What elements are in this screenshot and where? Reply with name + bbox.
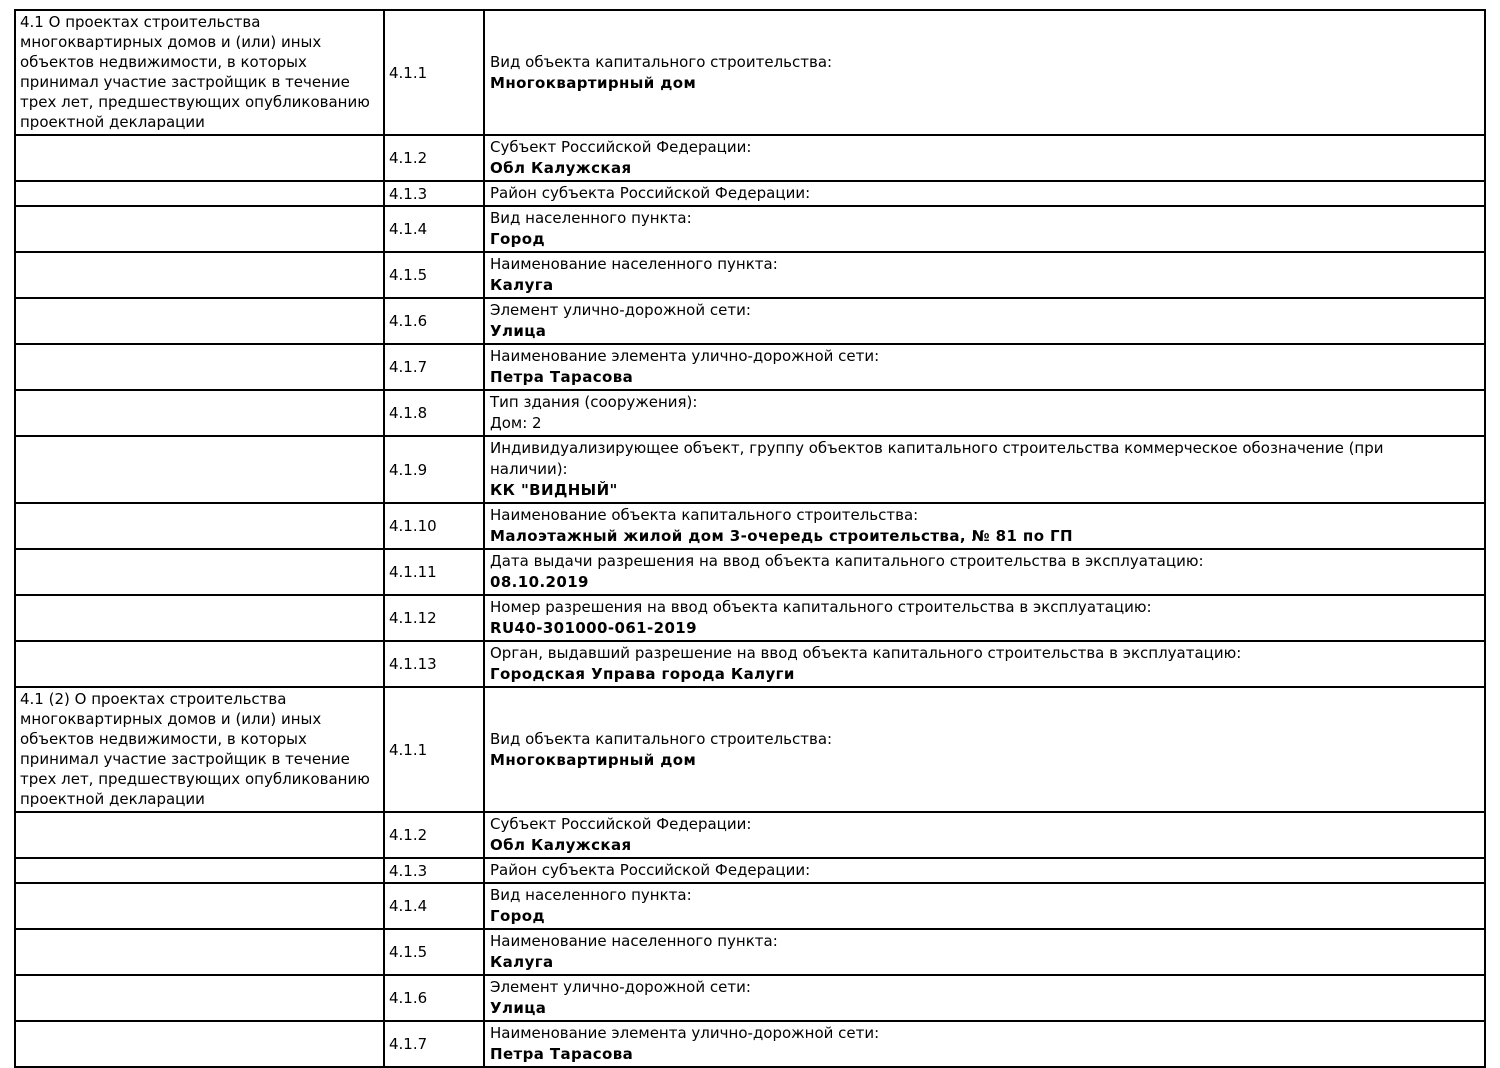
row-number: 4.1.5 — [389, 943, 428, 961]
field-label: Наименование населенного пункта: — [490, 255, 778, 273]
row-number-cell — [384, 503, 484, 549]
row-number-cell — [384, 595, 484, 641]
table-row — [15, 252, 1485, 298]
field-value: Петра Тарасова — [490, 1045, 634, 1063]
row-number: 4.1.4 — [389, 220, 428, 238]
field-value: Обл Калужская — [490, 159, 632, 177]
field-cell — [484, 929, 1485, 975]
field-cell — [484, 858, 1485, 883]
table-row — [15, 206, 1485, 252]
table-row — [15, 858, 1485, 883]
field-label: Наименование элемента улично-дорожной сети: — [490, 347, 880, 365]
row-number-cell — [384, 549, 484, 595]
field-value: Многоквартирный дом — [490, 750, 697, 769]
section-description: 4.1 О проектах строительства многоквартирных домов и (или) иных объектов недвижимости, в которых принимал участие застройщик в течение трех лет, предшествующих опубликованию проектной декларации — [20, 13, 370, 131]
table-row — [15, 883, 1485, 929]
field-value: Улица — [490, 322, 547, 340]
field-cell — [484, 10, 1485, 135]
field-label: Вид населенного пункта: — [490, 886, 692, 904]
row-number-cell — [384, 687, 484, 812]
table-row — [15, 436, 1485, 503]
row-number: 4.1.7 — [389, 1035, 428, 1053]
row-number: 4.1.1 — [389, 740, 428, 759]
section-description-cell — [15, 252, 384, 298]
field-label: Элемент улично-дорожной сети: — [490, 301, 751, 319]
section-description-cell — [15, 812, 384, 858]
row-number: 4.1.6 — [389, 989, 428, 1007]
field-cell — [484, 549, 1485, 595]
row-number-cell — [384, 812, 484, 858]
field-value: 08.10.2019 — [490, 573, 589, 591]
section-description-cell — [15, 10, 384, 135]
table-row — [15, 10, 1485, 135]
row-number-cell — [384, 10, 484, 135]
field-label: Тип здания (сооружения): — [490, 393, 698, 411]
row-number: 4.1.10 — [389, 517, 437, 535]
field-value: Город — [490, 907, 546, 925]
row-number-cell — [384, 344, 484, 390]
section-description-cell — [15, 687, 384, 812]
table-row — [15, 549, 1485, 595]
field-label: Субъект Российской Федерации: — [490, 138, 752, 156]
field-cell — [484, 1021, 1485, 1067]
row-number: 4.1.8 — [389, 404, 428, 422]
field-label: Дата выдачи разрешения на ввод объекта капитального строительства в эксплуатацию: — [490, 552, 1204, 570]
declaration-table — [14, 9, 1486, 1068]
row-number-cell — [384, 436, 484, 503]
declaration-table-body — [15, 10, 1485, 1067]
row-number: 4.1.12 — [389, 609, 437, 627]
field-label: Наименование населенного пункта: — [490, 932, 778, 950]
field-cell — [484, 206, 1485, 252]
section-description-cell — [15, 1021, 384, 1067]
table-row — [15, 975, 1485, 1021]
row-number-cell — [384, 298, 484, 344]
field-value: Малоэтажный жилой дом 3-очередь строительства, № 81 по ГП — [490, 527, 1073, 545]
field-cell — [484, 641, 1485, 687]
row-number: 4.1.9 — [389, 460, 428, 479]
row-number: 4.1.5 — [389, 266, 428, 284]
section-description-cell — [15, 858, 384, 883]
row-number-cell — [384, 135, 484, 181]
row-number: 4.1.4 — [389, 897, 428, 915]
field-label: Номер разрешения на ввод объекта капитального строительства в эксплуатацию: — [490, 598, 1152, 616]
field-label: Вид населенного пункта: — [490, 209, 692, 227]
section-description-cell — [15, 436, 384, 503]
field-cell — [484, 812, 1485, 858]
table-row — [15, 135, 1485, 181]
field-cell — [484, 503, 1485, 549]
field-label: Индивидуализирующее объект, группу объектов капитального строительства коммерческое обозначение (при наличии): — [490, 439, 1384, 478]
table-row — [15, 595, 1485, 641]
row-number: 4.1.7 — [389, 358, 428, 376]
table-row — [15, 344, 1485, 390]
row-number: 4.1.3 — [389, 861, 428, 880]
field-value: Калуга — [490, 276, 554, 294]
section-description: 4.1 (2) О проектах строительства многоквартирных домов и (или) иных объектов недвижимости, в которых принимал участие застройщик в течение трех лет, предшествующих опубликованию проектной декларации — [20, 690, 370, 808]
field-value: Петра Тарасова — [490, 368, 634, 386]
field-label: Район субъекта Российской Федерации: — [490, 184, 811, 202]
field-label: Наименование элемента улично-дорожной сети: — [490, 1024, 880, 1042]
table-row — [15, 641, 1485, 687]
row-number-cell — [384, 390, 484, 436]
row-number: 4.1.3 — [389, 184, 428, 203]
field-value: RU40-301000-061-2019 — [490, 619, 697, 637]
field-cell — [484, 252, 1485, 298]
section-description-cell — [15, 641, 384, 687]
row-number: 4.1.2 — [389, 826, 428, 844]
table-row — [15, 812, 1485, 858]
table-row — [15, 390, 1485, 436]
field-cell — [484, 883, 1485, 929]
field-cell — [484, 687, 1485, 812]
row-number: 4.1.11 — [389, 563, 437, 581]
table-row — [15, 929, 1485, 975]
field-value: КК "ВИДНЫЙ" — [490, 481, 618, 499]
field-label: Элемент улично-дорожной сети: — [490, 978, 751, 996]
section-description-cell — [15, 206, 384, 252]
field-label: Вид объекта капитального строительства: — [490, 52, 833, 71]
section-description-cell — [15, 595, 384, 641]
row-number-cell — [384, 641, 484, 687]
section-description-cell — [15, 390, 384, 436]
field-cell — [484, 436, 1485, 503]
row-number: 4.1.13 — [389, 655, 437, 673]
field-cell — [484, 595, 1485, 641]
field-value: Дом: 2 — [490, 414, 542, 432]
field-cell — [484, 298, 1485, 344]
field-value: Обл Калужская — [490, 836, 632, 854]
section-description-cell — [15, 883, 384, 929]
field-label: Орган, выдавший разрешение на ввод объекта капитального строительства в эксплуатацию: — [490, 644, 1242, 662]
field-value: Городская Управа города Калуги — [490, 665, 795, 683]
row-number-cell — [384, 181, 484, 206]
field-cell — [484, 975, 1485, 1021]
table-row — [15, 1021, 1485, 1067]
field-label: Субъект Российской Федерации: — [490, 815, 752, 833]
section-description-cell — [15, 298, 384, 344]
field-value: Многоквартирный дом — [490, 73, 697, 92]
field-cell — [484, 390, 1485, 436]
table-row — [15, 298, 1485, 344]
row-number-cell — [384, 252, 484, 298]
field-label: Район субъекта Российской Федерации: — [490, 861, 811, 879]
row-number: 4.1.1 — [389, 63, 428, 82]
table-row — [15, 181, 1485, 206]
field-value: Калуга — [490, 953, 554, 971]
field-label: Вид объекта капитального строительства: — [490, 729, 833, 748]
row-number-cell — [384, 929, 484, 975]
row-number-cell — [384, 858, 484, 883]
section-description-cell — [15, 503, 384, 549]
field-value: Город — [490, 230, 546, 248]
section-description-cell — [15, 135, 384, 181]
row-number-cell — [384, 975, 484, 1021]
field-value: Улица — [490, 999, 547, 1017]
table-row — [15, 503, 1485, 549]
field-label: Наименование объекта капитального строительства: — [490, 506, 919, 524]
section-description-cell — [15, 344, 384, 390]
section-description-cell — [15, 549, 384, 595]
row-number: 4.1.2 — [389, 149, 428, 167]
row-number: 4.1.6 — [389, 312, 428, 330]
row-number-cell — [384, 883, 484, 929]
field-cell — [484, 344, 1485, 390]
section-description-cell — [15, 929, 384, 975]
section-description-cell — [15, 975, 384, 1021]
field-cell — [484, 181, 1485, 206]
row-number-cell — [384, 206, 484, 252]
section-description-cell — [15, 181, 384, 206]
field-cell — [484, 135, 1485, 181]
table-row — [15, 687, 1485, 812]
row-number-cell — [384, 1021, 484, 1067]
